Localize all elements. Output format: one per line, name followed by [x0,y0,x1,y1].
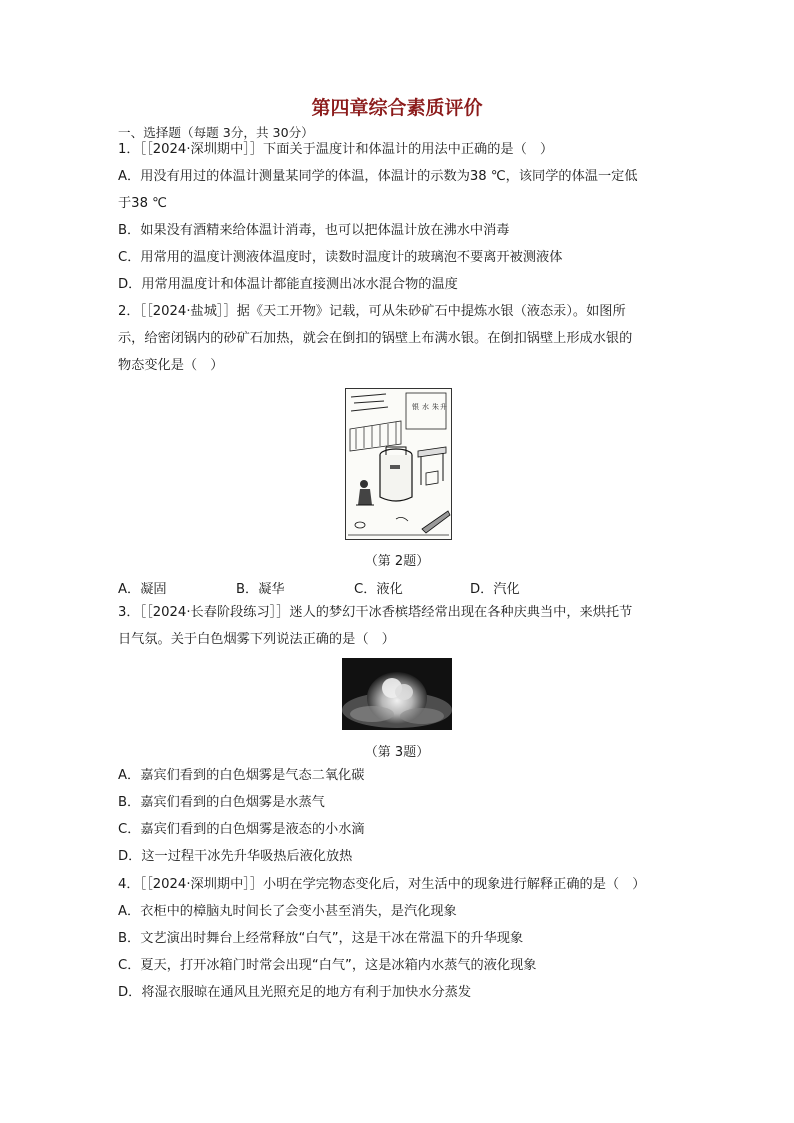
question-3-stem-line-2: 日气氛。关于白色烟雾下列说法正确的是（ ） [118,632,395,647]
figure-char-2: 水 [422,403,429,411]
question-3-option-b: B．嘉宾们看到的白色烟雾是水蒸气 [118,795,325,810]
question-2-option-b: B．凝华 [236,582,285,597]
question-2-stem-line-3: 物态变化是（ ） [118,358,224,373]
woodcut-drawing [346,389,451,539]
question-1-option-b: B．如果没有酒精来给体温计消毒，也可以把体温计放在沸水中消毒 [118,223,510,238]
figure-char-3: 朱 [432,403,439,411]
question-1-option-a: A．用没有用过的体温计测量某同学的体温，体温计的示数为38 ℃，该同学的体温一定低 [118,169,638,184]
question-2-stem-line-2: 示，给密闭锅内的砂矿石加热，就会在倒扣的锅壁上布满水银。在倒扣锅壁上形成水银的 [118,331,633,346]
question-3-option-a: A．嘉宾们看到的白色烟雾是气态二氧化碳 [118,768,365,783]
question-2-option-a: A．凝固 [118,582,167,597]
fog-image [342,658,452,730]
question-4-option-c: C．夏天，打开冰箱门时常会出现“白气”，这是冰箱内水蒸气的液化现象 [118,958,537,973]
figure-2-caption: （第 2题） [364,554,430,569]
question-3-option-d: D．这一过程干冰先升华吸热后液化放热 [118,849,353,864]
question-3-stem-line-1: 3．［［2024·长春阶段练习］］迷人的梦幻干冰香槟塔经常出现在各种庆典当中，来烘托节 [118,605,633,620]
question-2-stem-line-1: 2．［［2024·盐城］］据《天工开物》记载，可从朱砂矿石中提炼水银（液态汞）。如图所 [118,304,626,319]
question-2-option-c: C．液化 [354,582,403,597]
question-4-option-d: D．将湿衣服晾在通风且光照充足的地方有利于加快水分蒸发 [118,985,472,1000]
question-4-option-a: A．衣柜中的樟脑丸时间长了会变小甚至消失，是汽化现象 [118,904,457,919]
question-3-option-c: C．嘉宾们看到的白色烟雾是液态的小水滴 [118,822,365,837]
question-1-option-a-cont: 于38 ℃ [118,196,167,211]
question-1-option-d: D．用常用温度计和体温计都能直接测出冰水混合物的温度 [118,277,458,292]
question-2-option-d: D．汽化 [470,582,520,597]
figure-3-caption: （第 3题） [364,745,430,760]
question-1-option-c: C．用常用的温度计测液体温度时，读数时温度计的玻璃泡不要离开被测液体 [118,250,563,265]
figure-char-4: 升 [440,403,447,411]
tiangong-kaiwu-illustration [345,388,452,540]
question-4-stem: 4．［［2024·深圳期中］］小明在学完物态变化后，对生活中的现象进行解释正确的是（ ） [118,877,646,892]
page-title: 第四章综合素质评价 [311,97,483,119]
dry-ice-photo [342,658,452,730]
figure-char-1: 银 [412,403,419,411]
section-heading: 一、选择题（每题 3分，共 30分） [118,125,314,140]
question-1-stem: 1．［［2024·深圳期中］］下面关于温度计和体温计的用法中正确的是（ ） [118,142,554,157]
question-4-option-b: B．文艺演出时舞台上经常释放“白气”，这是干冰在常温下的升华现象 [118,931,524,946]
